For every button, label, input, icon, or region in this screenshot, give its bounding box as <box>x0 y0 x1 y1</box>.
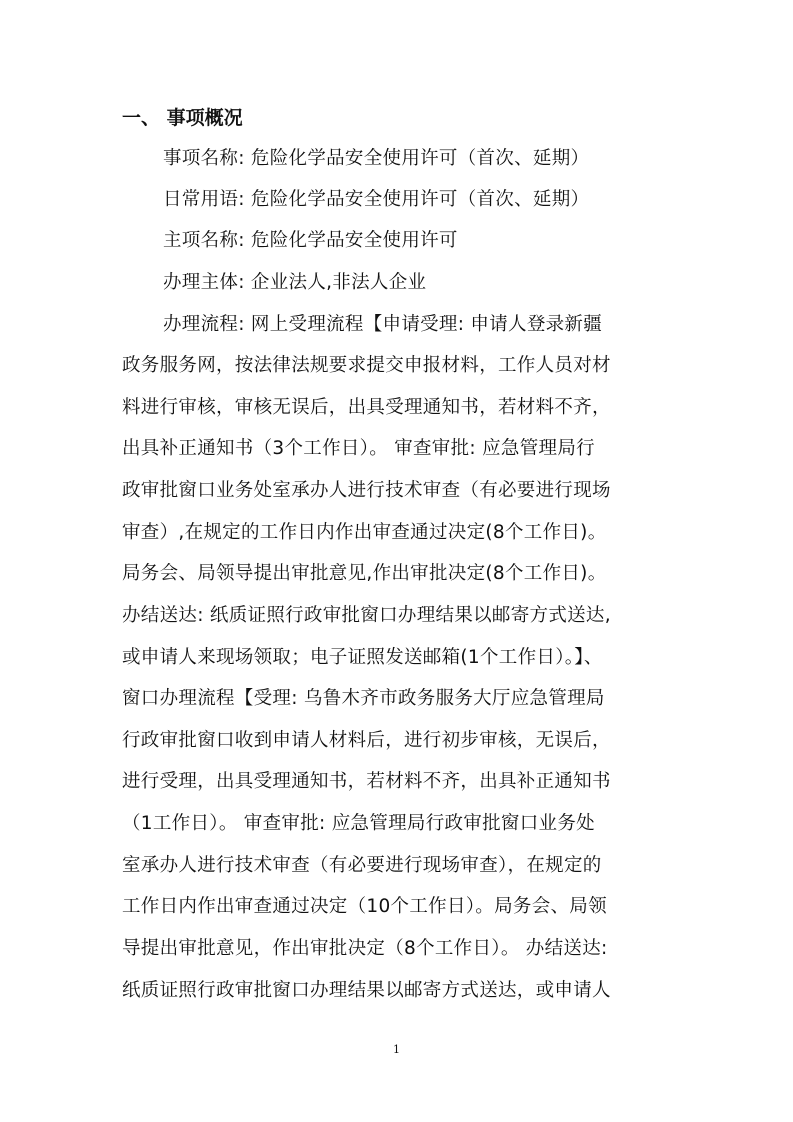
text-line: 导提出审批意见，作出审批决定（8个工作日）。 办结送达: <box>122 938 608 959</box>
text-line: 政务服务网，按法律法规要求提交申报材料，工作人员对材 <box>122 355 611 376</box>
text-line: 办理主体: 企业法人,非法人企业 <box>163 272 427 293</box>
text-line: 办理流程: 网上受理流程【申请受理: 申请人登录新疆 <box>163 314 603 335</box>
text-line: 主项名称: 危险化学品安全使用许可 <box>163 230 458 251</box>
text-line: 室承办人进行技术审查（有必要进行现场审查），在规定的 <box>122 855 602 876</box>
text-line: 行政审批窗口收到申请人材料后，进行初步审核，无误后， <box>122 730 611 751</box>
text-line: 事项名称: 危险化学品安全使用许可（首次、延期） <box>163 148 590 169</box>
text-line: 政审批窗口业务处室承办人进行技术审查（有必要进行现场 <box>122 480 611 501</box>
text-line: 纸质证照行政审批窗口办理结果以邮寄方式送达，或申请人 <box>122 980 611 1001</box>
text-line: 审查）,在规定的工作日内作出审查通过决定(8个工作日)。 <box>122 522 607 543</box>
text-line: 料进行审核，审核无误后，出具受理通知书，若材料不齐， <box>122 397 611 418</box>
text-line: 出具补正通知书（3个工作日）。 审查审批: 应急管理局行 <box>122 438 595 459</box>
text-line: 局务会、局领导提出审批意见,作出审批决定(8个工作日)。 <box>122 563 607 584</box>
text-line: 或申请人来现场领取；电子证照发送邮箱(1个工作日）。】、 <box>122 647 603 668</box>
text-line: 办结送达: 纸质证照行政审批窗口办理结果以邮寄方式送达, <box>122 605 611 626</box>
text-line: 工作日内作出审查通过决定（10个工作日）。局务会、局领 <box>122 896 607 917</box>
text-line: （1工作日）。 审查审批: 应急管理局行政审批窗口业务处 <box>122 813 595 834</box>
page-number: 1 <box>393 1043 400 1056</box>
text-line: 日常用语: 危险化学品安全使用许可（首次、延期） <box>163 189 590 210</box>
text-line: 进行受理，出具受理通知书，若材料不齐，出具补正通知书 <box>122 771 611 792</box>
text-line: 窗口办理流程【受理: 乌鲁木齐市政务服务大厅应急管理局 <box>122 688 605 709</box>
section-heading: 一、 事项概况 <box>122 107 243 129</box>
